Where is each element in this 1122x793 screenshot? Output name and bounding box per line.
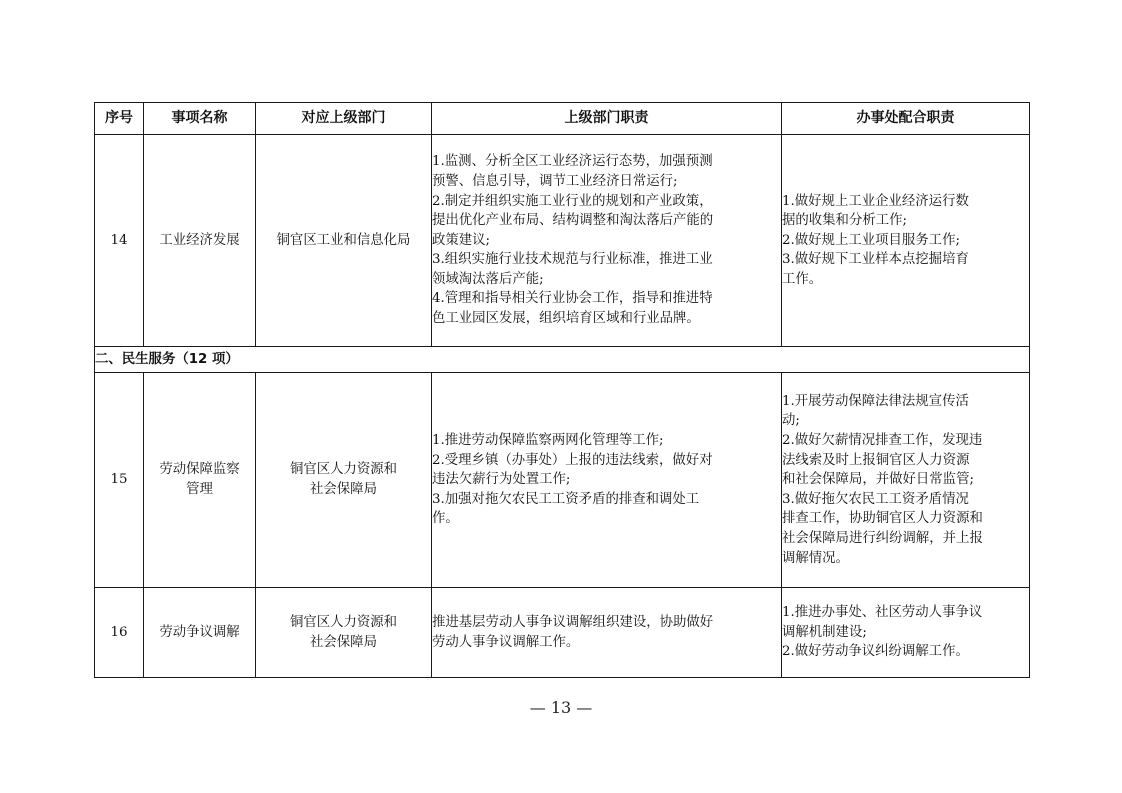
duty-line: 2.做好欠薪情况排查工作，发现违 <box>782 433 983 449</box>
office-duties-cell <box>782 373 1030 588</box>
item-name-line: 劳动争议调解 <box>159 624 240 640</box>
duty-line: 排查工作，协助铜官区人力资源和 <box>782 511 983 527</box>
table-row <box>95 135 1030 347</box>
duty-line: 色工业园区发展，组织培育区域和行业品牌。 <box>432 311 700 327</box>
duty-line: 调解情况。 <box>782 550 849 566</box>
header-no: 序号 <box>95 103 144 135</box>
duty-line: 据的收集和分析工作; <box>782 213 908 229</box>
office-duties-cell <box>782 588 1030 678</box>
table-row <box>95 373 1030 588</box>
item-name-cell <box>144 373 256 588</box>
dept-line: 社会保障局 <box>310 482 377 497</box>
superior-duties-cell <box>432 373 782 588</box>
superior-duties-cell <box>432 588 782 678</box>
duty-line: 政策建议; <box>432 232 491 248</box>
superior-dept-cell <box>256 373 432 588</box>
duty-line: 2.制定并组织实施工业行业的规划和产业政策， <box>432 193 713 209</box>
duty-line: 1.开展劳动保障法律法规宣传活 <box>782 393 969 409</box>
section-row <box>95 347 1030 373</box>
row-number: 14 <box>95 135 144 347</box>
duty-line: 3.组织实施行业技术规范与行业标准，推进工业 <box>432 252 713 268</box>
superior-duties-cell <box>432 135 782 347</box>
duty-table <box>94 102 1030 678</box>
item-name-line: 劳动保障监察 <box>159 462 240 478</box>
duty-line: 领域淘汰落后产能; <box>432 271 544 287</box>
header-item-name: 事项名称 <box>144 103 256 135</box>
duty-line: 4.管理和指导相关行业协会工作，指导和推进特 <box>432 291 713 307</box>
duty-line: 1.做好规上工业企业经济运行数 <box>782 193 969 209</box>
page-number: — 13 — <box>529 698 593 717</box>
dept-line: 铜官区人力资源和 <box>289 614 398 630</box>
duty-line: 预警、信息引导，调节工业经济日常运行; <box>432 173 678 189</box>
table-row <box>95 588 1030 678</box>
header-superior-dept: 对应上级部门 <box>256 103 432 135</box>
duty-line: 2.受理乡镇（办事处）上报的违法线索，做好对 <box>432 452 713 468</box>
duty-line: 3.加强对拖欠农民工工资矛盾的排查和调处工 <box>432 491 700 507</box>
duty-line: 3.做好规下工业样本点挖掘培育 <box>782 252 969 268</box>
duty-line: 1.推进劳动保障监察两网化管理等工作; <box>432 433 664 449</box>
superior-dept-cell <box>256 135 432 347</box>
duty-line: 3.做好拖欠农民工工资矛盾情况 <box>782 491 969 507</box>
duty-line: 2.做好劳动争议纠纷调解工作。 <box>782 644 969 660</box>
table-header-row <box>95 103 1030 135</box>
item-name-line: 工业经济发展 <box>159 232 240 248</box>
office-duties-cell <box>782 135 1030 347</box>
dept-line: 铜官区工业和信息化局 <box>276 232 411 248</box>
duty-line: 社会保障局进行纠纷调解，并上报 <box>782 530 983 546</box>
duty-line: 法线索及时上报铜官区人力资源 <box>782 452 970 468</box>
dept-line: 铜官区人力资源和 <box>289 462 398 478</box>
duty-line: 工作。 <box>782 271 823 287</box>
duty-line: 1.推进办事处、社区劳动人事争议 <box>782 605 983 621</box>
duty-line: 推进基层劳动人事争议调解组织建设，协助做好 <box>432 614 714 630</box>
duty-line: 2.做好规上工业项目服务工作; <box>782 232 960 248</box>
item-name-line: 管理 <box>186 482 213 497</box>
duty-line: 提出优化产业布局、结构调整和淘汰落后产能的 <box>432 213 714 229</box>
duty-line: 作。 <box>432 511 459 527</box>
header-superior-duties: 上级部门职责 <box>432 103 782 135</box>
section-title: 二、民生服务（12 项） <box>95 347 1030 373</box>
item-name-cell <box>144 135 256 347</box>
row-number: 16 <box>95 588 144 678</box>
superior-dept-cell <box>256 588 432 678</box>
duty-line: 劳动人事争议调解工作。 <box>432 634 580 650</box>
duty-line: 违法欠薪行为处置工作; <box>432 472 571 488</box>
item-name-cell <box>144 588 256 678</box>
header-office-duties: 办事处配合职责 <box>782 103 1030 135</box>
duty-line: 1.监测、分析全区工业经济运行态势，加强预测 <box>432 154 713 170</box>
row-number: 15 <box>95 373 144 588</box>
duty-line: 调解机制建设; <box>782 624 867 640</box>
duty-line: 动; <box>782 413 800 429</box>
dept-line: 社会保障局 <box>310 634 377 650</box>
duty-line: 和社会保障局，并做好日常监管; <box>782 472 974 488</box>
